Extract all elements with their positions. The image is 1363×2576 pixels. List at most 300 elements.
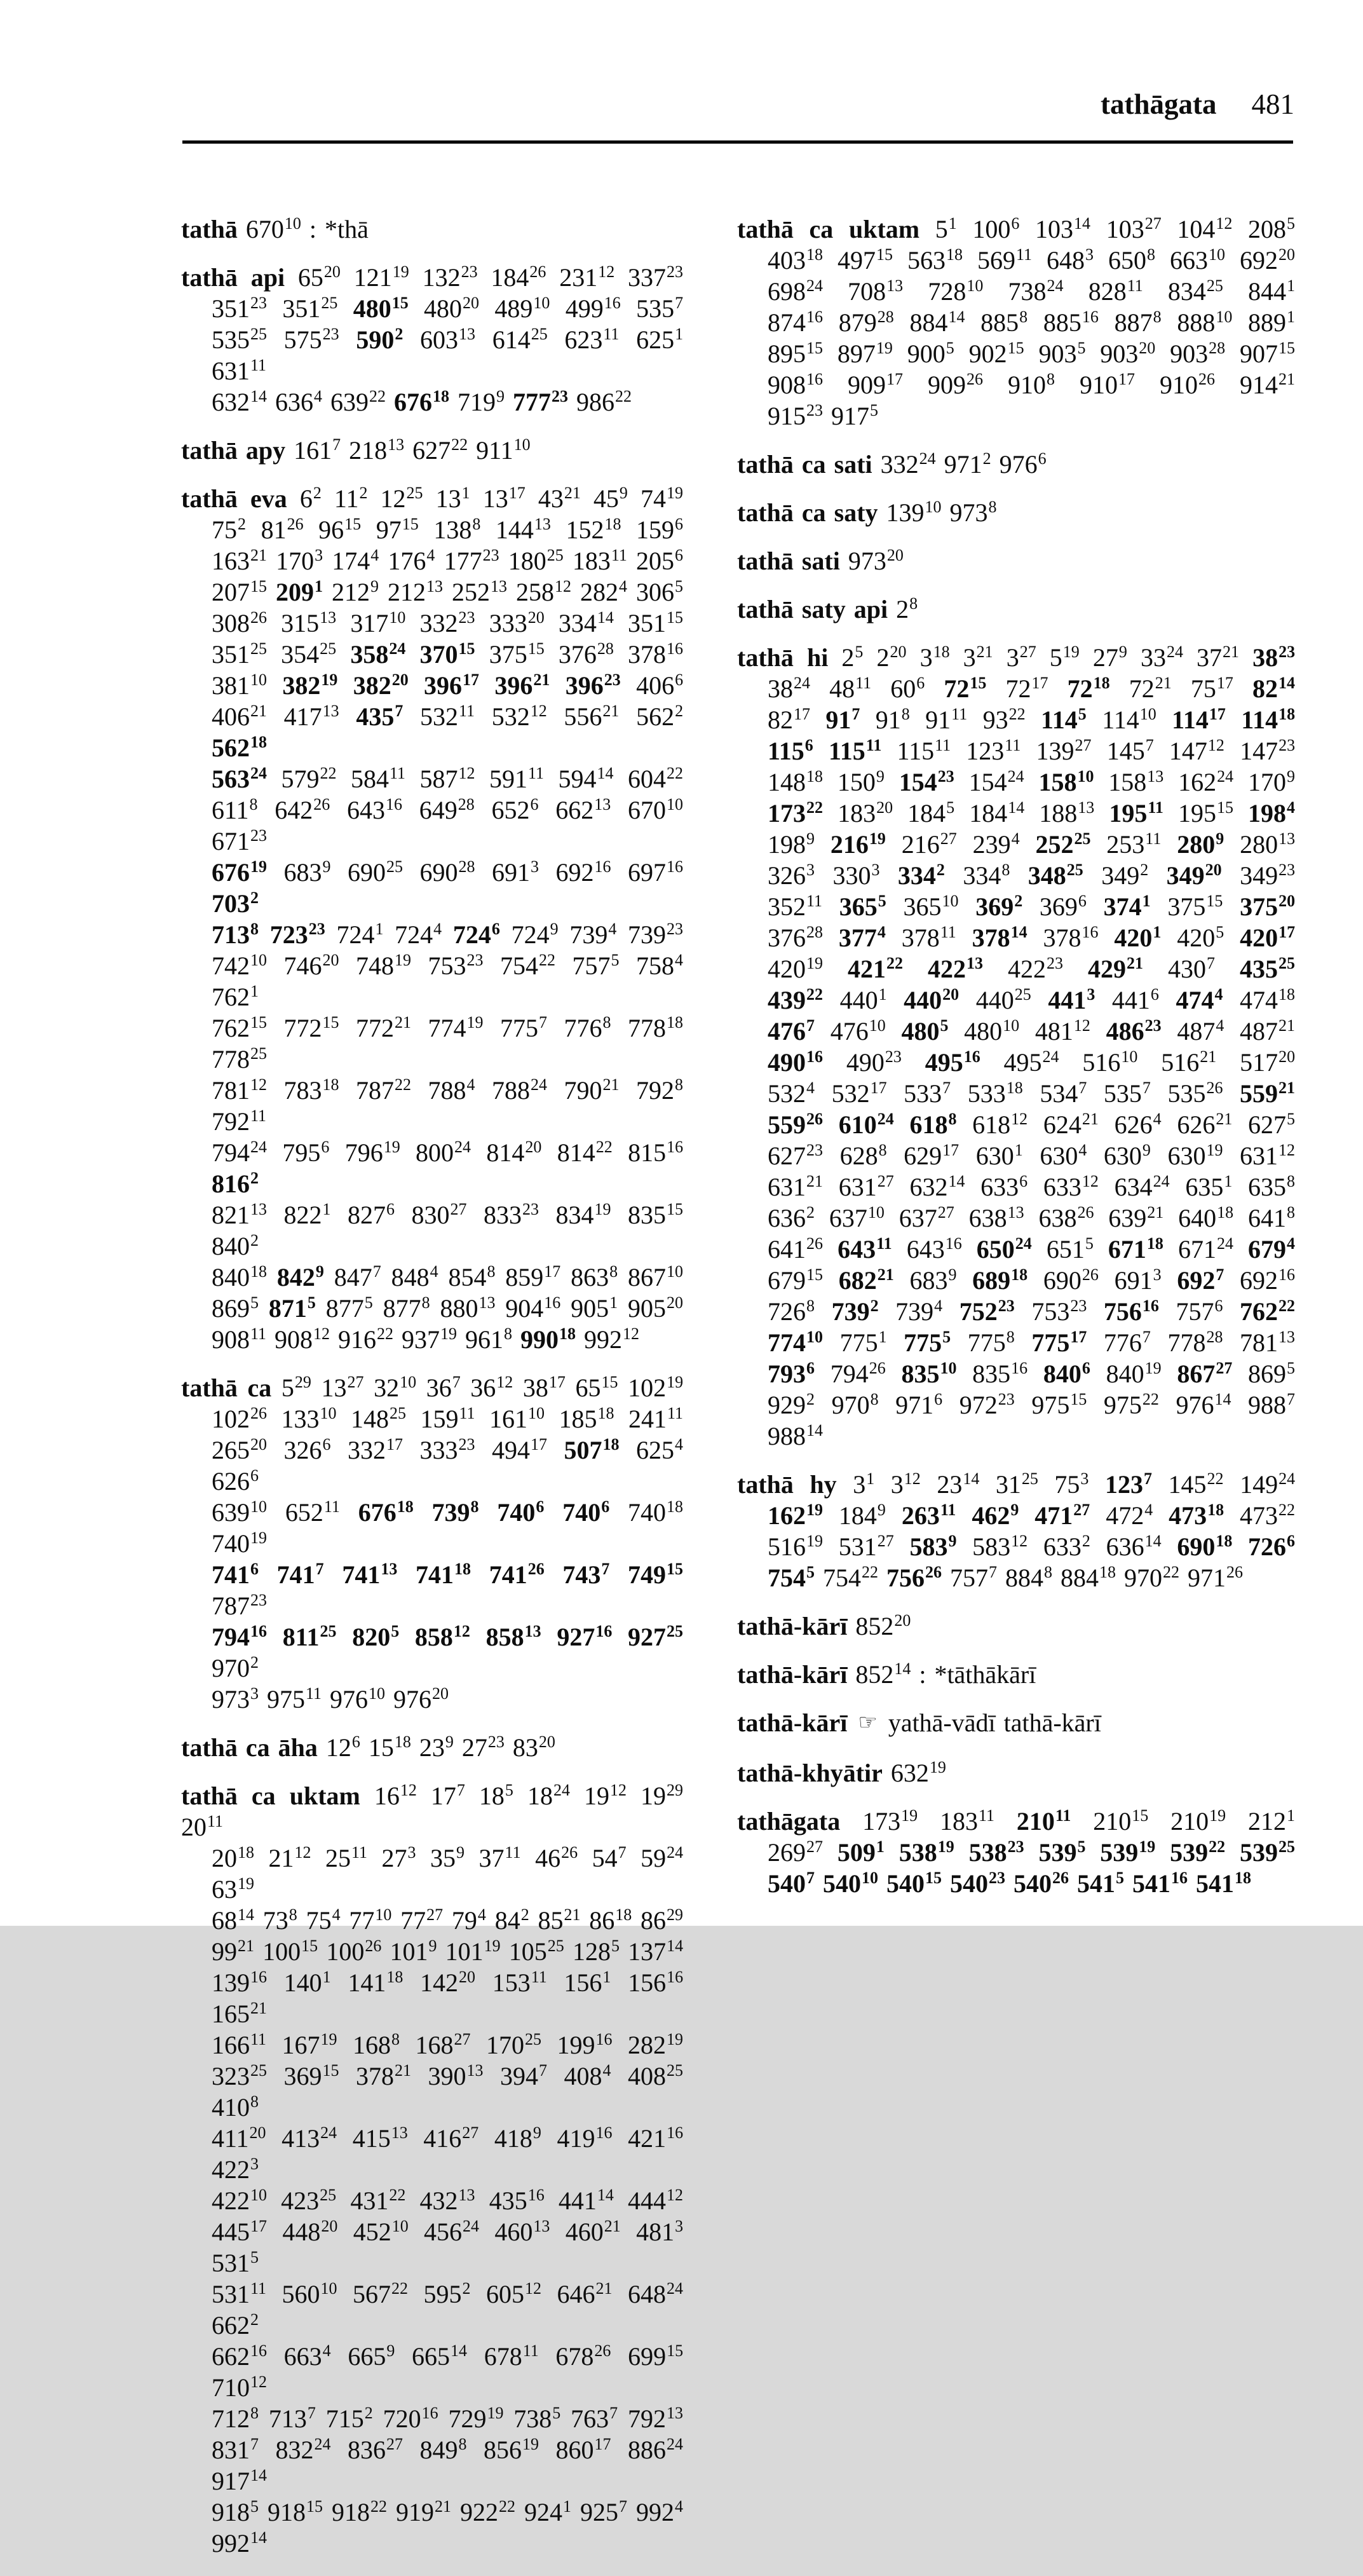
line-ref-superscript: 3: [871, 861, 880, 879]
line-ref-superscript: 16: [806, 370, 823, 388]
page-ref-number: 884: [909, 308, 948, 337]
page-ref: [1168, 277, 1223, 306]
page-ref-number: 635: [1185, 1173, 1224, 1201]
line-ref-superscript: 14: [597, 764, 614, 782]
line-ref-superscript: 19: [487, 2404, 504, 2422]
page-ref-number: 625: [636, 325, 675, 354]
page-ref: [1093, 643, 1127, 672]
line-ref-superscript: 1: [1224, 1172, 1233, 1190]
entry-line: [181, 262, 683, 293]
page-ref: [641, 484, 683, 513]
page-ref-number: 642: [275, 796, 313, 824]
page-ref-number: 618: [972, 1110, 1011, 1139]
page-ref-number: 738: [513, 2404, 552, 2433]
page-ref-number: 65: [575, 1373, 601, 1402]
index-entry: [737, 1757, 1295, 1789]
page-ref: [353, 2124, 408, 2153]
line-ref-superscript: 6: [250, 1560, 259, 1578]
page-ref: [1106, 1501, 1153, 1530]
page-ref-number: 748: [356, 951, 394, 980]
line-ref-superscript: 18: [1011, 1265, 1028, 1284]
page-ref-number: 37: [1197, 643, 1223, 672]
page-ref-number: 369: [283, 2062, 322, 2090]
page-ref: [768, 1141, 823, 1170]
page-ref-number: 170: [276, 547, 315, 575]
line-ref-superscript: 2: [313, 484, 322, 502]
line-ref-superscript: 23: [466, 951, 484, 969]
page-ref: [261, 515, 304, 544]
page-ref: [1240, 955, 1295, 983]
page-ref-number: 626: [1114, 1110, 1153, 1139]
line-ref-superscript: 18: [667, 1497, 684, 1516]
line-ref-superscript: 21: [604, 2217, 621, 2235]
page-ref-number: 627: [768, 1141, 806, 1170]
page-ref: [212, 2373, 267, 2402]
line-ref-superscript: 19: [522, 2435, 539, 2453]
line-ref-superscript: 2: [462, 2279, 471, 2298]
line-ref-superscript: 19: [440, 1325, 458, 1343]
running-head-title: tathāgata: [1101, 88, 1217, 120]
line-ref-superscript: 7: [539, 1013, 547, 1032]
page-ref-number: 114: [1172, 705, 1209, 734]
page-ref: [423, 2124, 478, 2153]
page-ref: [423, 263, 478, 292]
line-ref-superscript: 10: [389, 608, 406, 627]
line-ref-superscript: 9: [370, 577, 379, 596]
page-ref: [832, 1391, 879, 1419]
page-ref-number: 378: [628, 640, 667, 669]
line-ref-superscript: 22: [395, 1075, 411, 1094]
page-ref: [909, 1532, 956, 1561]
page-ref: [1043, 1360, 1090, 1388]
page-ref-number: 16: [374, 1782, 400, 1810]
line-ref-superscript: 7: [619, 2497, 627, 2516]
index-entry: [737, 545, 1295, 576]
entry-line: [181, 701, 683, 763]
entry-line: [181, 1372, 683, 1403]
page-ref: [334, 1263, 381, 1291]
page-ref: [212, 1906, 254, 1935]
line-ref-superscript: 8: [487, 1262, 496, 1281]
line-ref-superscript: 15: [527, 639, 545, 658]
page-ref-number: 900: [907, 339, 946, 368]
page-ref-number: 925: [580, 2498, 618, 2526]
page-ref: [855, 1612, 911, 1640]
line-ref-superscript: 13: [322, 702, 339, 720]
line-ref-superscript: 8: [1287, 1203, 1296, 1222]
page-ref-number: 32: [374, 1373, 400, 1402]
page-ref: [383, 2404, 438, 2433]
line-ref-superscript: 18: [386, 1968, 403, 1986]
page-ref-number: 713: [212, 920, 250, 949]
page-ref-number: 354: [281, 640, 320, 669]
page-ref: [356, 951, 411, 980]
page-ref-number: 495: [1003, 1048, 1042, 1077]
page-ref-number: 36: [426, 1373, 452, 1402]
page-ref: [432, 1498, 479, 1527]
line-ref-superscript: 11: [323, 1497, 340, 1516]
page-ref-number: 474: [1240, 986, 1278, 1014]
line-ref-superscript: 15: [1070, 1390, 1087, 1408]
page-ref-number: 23: [419, 1733, 445, 1762]
line-ref-superscript: 18: [454, 1560, 471, 1578]
line-ref-superscript: 16: [667, 857, 683, 876]
page-ref: [420, 609, 475, 637]
line-ref-superscript: 16: [544, 1293, 561, 1312]
index-entry: [737, 1806, 1295, 1899]
line-ref-superscript: 12: [1207, 736, 1224, 754]
page-ref: [374, 1782, 417, 1810]
line-ref-superscript: 26: [527, 1560, 545, 1578]
page-ref-number: 159: [636, 515, 675, 544]
page-ref-number: 652: [285, 1498, 323, 1527]
page-ref: [1169, 737, 1224, 765]
line-ref-superscript: 21: [395, 2061, 411, 2080]
page-ref-number: 937: [402, 1325, 440, 1354]
page-ref: [212, 388, 267, 416]
page-ref: [276, 2436, 331, 2464]
line-ref-superscript: 5: [505, 1781, 513, 1799]
line-ref-superscript: 21: [1155, 674, 1172, 692]
page-ref: [559, 1405, 614, 1433]
line-ref-superscript: 23: [322, 325, 339, 343]
page-ref-number: 489: [494, 294, 533, 323]
index-entry: [737, 497, 1295, 528]
page-ref: [334, 484, 368, 513]
page-ref-number: 639: [1108, 1204, 1147, 1232]
page-ref: [1248, 277, 1295, 306]
page-ref-number: 323: [212, 2062, 250, 2090]
line-ref-superscript: 8: [249, 795, 258, 814]
line-ref-superscript: 20: [459, 1968, 476, 1986]
line-ref-superscript: 17: [1209, 705, 1226, 723]
index-entry: [181, 214, 683, 245]
page-ref: [479, 1782, 513, 1810]
line-ref-superscript: 7: [1207, 954, 1215, 972]
page-ref: [909, 308, 965, 337]
page-ref-number: 3: [1006, 643, 1019, 672]
page-ref: [628, 2404, 683, 2433]
line-ref-superscript: 2: [870, 1297, 879, 1315]
page-ref-number: 516: [1082, 1048, 1121, 1077]
page-ref-number: 662: [212, 2342, 250, 2371]
page-ref-number: 123: [1104, 1470, 1143, 1499]
page-ref: [768, 1532, 823, 1561]
page-ref: [212, 858, 267, 887]
page-ref-number: 874: [768, 308, 806, 337]
page-ref-number: 871: [268, 1294, 307, 1323]
line-ref-superscript: 20: [942, 985, 960, 1004]
page-ref-number: 497: [837, 246, 876, 275]
page-ref: [388, 578, 443, 606]
page-ref-number: 584: [350, 765, 389, 793]
page-ref-number: 961: [465, 1325, 504, 1354]
entry-note: : *tāthākārī: [919, 1660, 1036, 1689]
line-ref-superscript: 24: [1166, 643, 1183, 661]
line-ref-superscript: 5: [1216, 923, 1224, 941]
page-ref-number: 834: [1167, 277, 1206, 306]
page-ref: [571, 1294, 618, 1323]
line-ref-superscript: 14: [1074, 214, 1091, 233]
page-ref: [862, 1807, 918, 1836]
line-ref-superscript: 2: [806, 1203, 815, 1222]
page-ref-number: 611: [212, 796, 249, 824]
page-ref: [494, 2124, 541, 2153]
line-ref-superscript: 2: [250, 1653, 259, 1672]
page-ref: [768, 1079, 815, 1108]
page-ref-number: 472: [1106, 1501, 1144, 1530]
page-ref-number: 724: [452, 920, 491, 949]
line-ref-superscript: 25: [250, 325, 267, 343]
page-ref-number: 86: [641, 1906, 667, 1935]
page-ref-number: 763: [571, 2404, 609, 2433]
line-ref-superscript: 12: [313, 1325, 330, 1343]
page-ref-number: 31: [995, 1470, 1021, 1499]
page-ref: [416, 1138, 471, 1167]
page-ref-number: 382: [353, 671, 391, 700]
line-ref-superscript: 25: [531, 325, 548, 343]
page-ref-number: 375: [1240, 892, 1278, 921]
page-ref-number: 100: [972, 215, 1011, 243]
page-ref-number: 23: [937, 1470, 963, 1499]
entry-line: [181, 1075, 683, 1137]
line-ref-superscript: 23: [667, 262, 684, 281]
line-ref-superscript: 5: [250, 2497, 259, 2516]
line-ref-superscript: 26: [1206, 1079, 1223, 1097]
page-ref: [1038, 768, 1094, 796]
line-ref-superscript: 4: [1216, 1016, 1224, 1035]
line-ref-superscript: 9: [428, 1937, 437, 1955]
page-ref-number: 258: [516, 578, 554, 606]
page-ref-number: 631: [1240, 1141, 1278, 1170]
page-ref-number: 908: [212, 1325, 250, 1354]
page-ref: [492, 858, 539, 887]
page-ref-number: 758: [636, 951, 674, 980]
page-ref: [348, 858, 403, 887]
line-ref-superscript: 29: [667, 1905, 684, 1924]
line-ref-superscript: 8: [421, 1293, 430, 1312]
page-ref: [212, 1232, 259, 1260]
line-ref-superscript: 26: [1226, 1563, 1243, 1581]
page-ref: [390, 1937, 437, 1966]
page-ref: [1104, 1328, 1151, 1357]
line-ref-superscript: 23: [1278, 643, 1296, 661]
page-ref: [212, 515, 246, 544]
page-ref: [1178, 799, 1233, 828]
line-ref-superscript: 17: [1278, 923, 1296, 941]
page-ref-number: 306: [636, 578, 674, 606]
page-ref-number: 499: [565, 294, 604, 323]
page-ref: [460, 2498, 515, 2526]
entry-line: [737, 829, 1295, 860]
page-ref-number: 828: [1088, 277, 1127, 306]
page-ref: [351, 1405, 406, 1433]
line-ref-superscript: 11: [935, 736, 951, 754]
line-ref-superscript: 11: [951, 705, 968, 723]
line-ref-superscript: 4: [1078, 1141, 1087, 1159]
line-ref-superscript: 5: [391, 1622, 400, 1640]
page-ref-number: 651: [1046, 1235, 1085, 1264]
page-ref: [1035, 1017, 1090, 1046]
page-ref: [1043, 923, 1098, 952]
page-ref: [768, 674, 810, 703]
line-ref-superscript: 20: [321, 2217, 338, 2235]
page-ref-number: 639: [212, 1498, 250, 1527]
line-ref-superscript: 24: [531, 1075, 547, 1094]
page-ref-number: 19: [641, 1782, 667, 1810]
line-ref-superscript: 5: [250, 1293, 259, 1312]
line-ref-superscript: 11: [505, 1843, 521, 1862]
page-ref-number: 77: [400, 1906, 426, 1935]
page-ref-number: 678: [555, 2342, 594, 2371]
line-ref-superscript: 18: [1093, 674, 1110, 692]
entry-line: [737, 860, 1295, 891]
page-ref: [1240, 1266, 1295, 1295]
line-ref-superscript: 15: [876, 245, 893, 264]
entry-line: [181, 2279, 683, 2341]
page-ref: [1177, 308, 1232, 337]
headword: tathā eva: [181, 484, 287, 513]
entry-line: [181, 857, 683, 919]
line-ref-superscript: 15: [391, 294, 409, 312]
page-ref: [212, 2311, 259, 2340]
line-ref-superscript: 10: [1139, 705, 1156, 723]
line-ref-superscript: 12: [598, 262, 615, 281]
page-ref: [212, 1937, 254, 1966]
entry-line: [737, 1078, 1295, 1109]
line-ref-superscript: 17: [886, 370, 903, 388]
page-ref: [564, 1436, 620, 1464]
page-ref-number: 631: [838, 1173, 877, 1201]
page-ref-number: 3: [919, 643, 933, 672]
line-ref-superscript: 5: [878, 892, 886, 910]
headword: tathā-kārī: [737, 1612, 848, 1640]
page-ref-number: 740: [562, 1498, 601, 1527]
line-ref-superscript: 4: [1287, 798, 1296, 817]
page-ref: [628, 1623, 683, 1651]
page-ref-number: 988: [1248, 1391, 1287, 1419]
page-ref-number: 490: [768, 1048, 806, 1077]
line-ref-superscript: 4: [466, 1075, 475, 1094]
line-ref-superscript: 15: [667, 2341, 684, 2360]
page-ref-number: 676: [358, 1498, 397, 1527]
page-ref-number: 772: [356, 1014, 394, 1042]
page-ref: [212, 2062, 267, 2090]
page-ref-number: 148: [350, 1405, 389, 1433]
page-ref-number: 976: [393, 1685, 432, 1714]
page-ref-number: 149: [1240, 1470, 1278, 1499]
line-ref-superscript: 9: [877, 1501, 886, 1519]
line-ref-superscript: 18: [1278, 985, 1296, 1004]
page-ref-number: 783: [283, 1076, 322, 1105]
page-ref-number: 814: [486, 1138, 525, 1167]
line-ref-superscript: 14: [1278, 674, 1296, 692]
line-ref-superscript: 2: [1140, 861, 1149, 879]
page-ref-number: 480: [901, 1017, 940, 1046]
line-ref-superscript: 23: [806, 1141, 823, 1159]
page-ref: [282, 1138, 329, 1167]
page-ref-number: 762: [212, 1014, 250, 1042]
page-ref: [1040, 1079, 1087, 1108]
line-ref-superscript: 27: [940, 829, 957, 848]
line-ref-superscript: 25: [547, 1937, 564, 1955]
page-ref-number: 830: [411, 1201, 450, 1229]
page-ref: [963, 861, 1010, 890]
page-ref: [1031, 1297, 1087, 1326]
line-ref-superscript: 25: [1074, 829, 1091, 848]
page-ref: [284, 1014, 339, 1042]
page-ref: [969, 1204, 1024, 1232]
page-ref-number: 114: [1241, 705, 1278, 734]
line-ref-superscript: 10: [513, 435, 531, 454]
page-ref-number: 494: [492, 1436, 530, 1464]
page-ref-number: 691: [492, 858, 530, 887]
page-ref: [1188, 1564, 1243, 1592]
page-ref: [1115, 1110, 1162, 1139]
page-ref: [381, 484, 423, 513]
page-ref: [975, 892, 1022, 921]
page-ref-number: 184: [491, 263, 529, 292]
page-ref-number: 559: [1240, 1079, 1278, 1108]
page-ref-number: 713: [268, 2404, 307, 2433]
line-ref-superscript: 15: [601, 1373, 618, 1391]
line-ref-superscript: 16: [806, 1047, 823, 1066]
page-ref: [281, 2124, 337, 2153]
line-ref-superscript: 26: [250, 1404, 267, 1422]
headword: tathā ca: [181, 1373, 272, 1402]
page-ref-number: 19: [583, 1782, 609, 1810]
line-ref-superscript: 25: [1278, 1837, 1296, 1856]
entry-line: [181, 2341, 683, 2403]
page-ref-number: 159: [420, 1405, 459, 1433]
line-ref-superscript: 23: [308, 920, 325, 938]
page-ref: [841, 643, 863, 672]
line-ref-superscript: 7: [332, 435, 341, 454]
line-ref-superscript: 24: [806, 276, 823, 295]
line-ref-superscript: 18: [1006, 1079, 1023, 1097]
page-ref-number: 739: [628, 920, 667, 949]
line-ref-superscript: 14: [250, 387, 267, 405]
page-ref: [969, 339, 1024, 368]
page-ref-number: 927: [628, 1623, 667, 1651]
page-ref: [832, 1079, 887, 1108]
line-ref-superscript: 23: [885, 1047, 902, 1066]
page-ref: [556, 2436, 611, 2464]
page-ref: [1240, 1328, 1295, 1357]
page-ref: [1017, 1807, 1071, 1836]
page-ref-number: 420: [1114, 923, 1153, 952]
line-ref-superscript: 14: [597, 2186, 614, 2204]
line-ref-superscript: 4: [675, 1435, 683, 1454]
line-ref-superscript: 10: [667, 795, 684, 814]
page-ref: [584, 1325, 639, 1354]
page-ref-number: 887: [1114, 308, 1153, 337]
page-ref: [960, 1391, 1015, 1419]
line-ref-superscript: 14: [1144, 1532, 1162, 1550]
line-ref-superscript: 19: [484, 1937, 501, 1955]
line-ref-superscript: 23: [482, 546, 499, 564]
page-ref: [458, 388, 505, 416]
page-ref-number: 60: [890, 674, 916, 703]
page-ref-number: 540: [950, 1869, 988, 1898]
page-ref: [848, 547, 904, 575]
page-ref-number: 422: [1008, 955, 1046, 983]
page-ref-number: 396: [494, 671, 533, 700]
line-ref-superscript: 21: [1278, 1079, 1296, 1097]
page-ref: [356, 2062, 411, 2090]
page-ref: [212, 1294, 259, 1323]
page-ref-number: 719: [458, 388, 496, 416]
